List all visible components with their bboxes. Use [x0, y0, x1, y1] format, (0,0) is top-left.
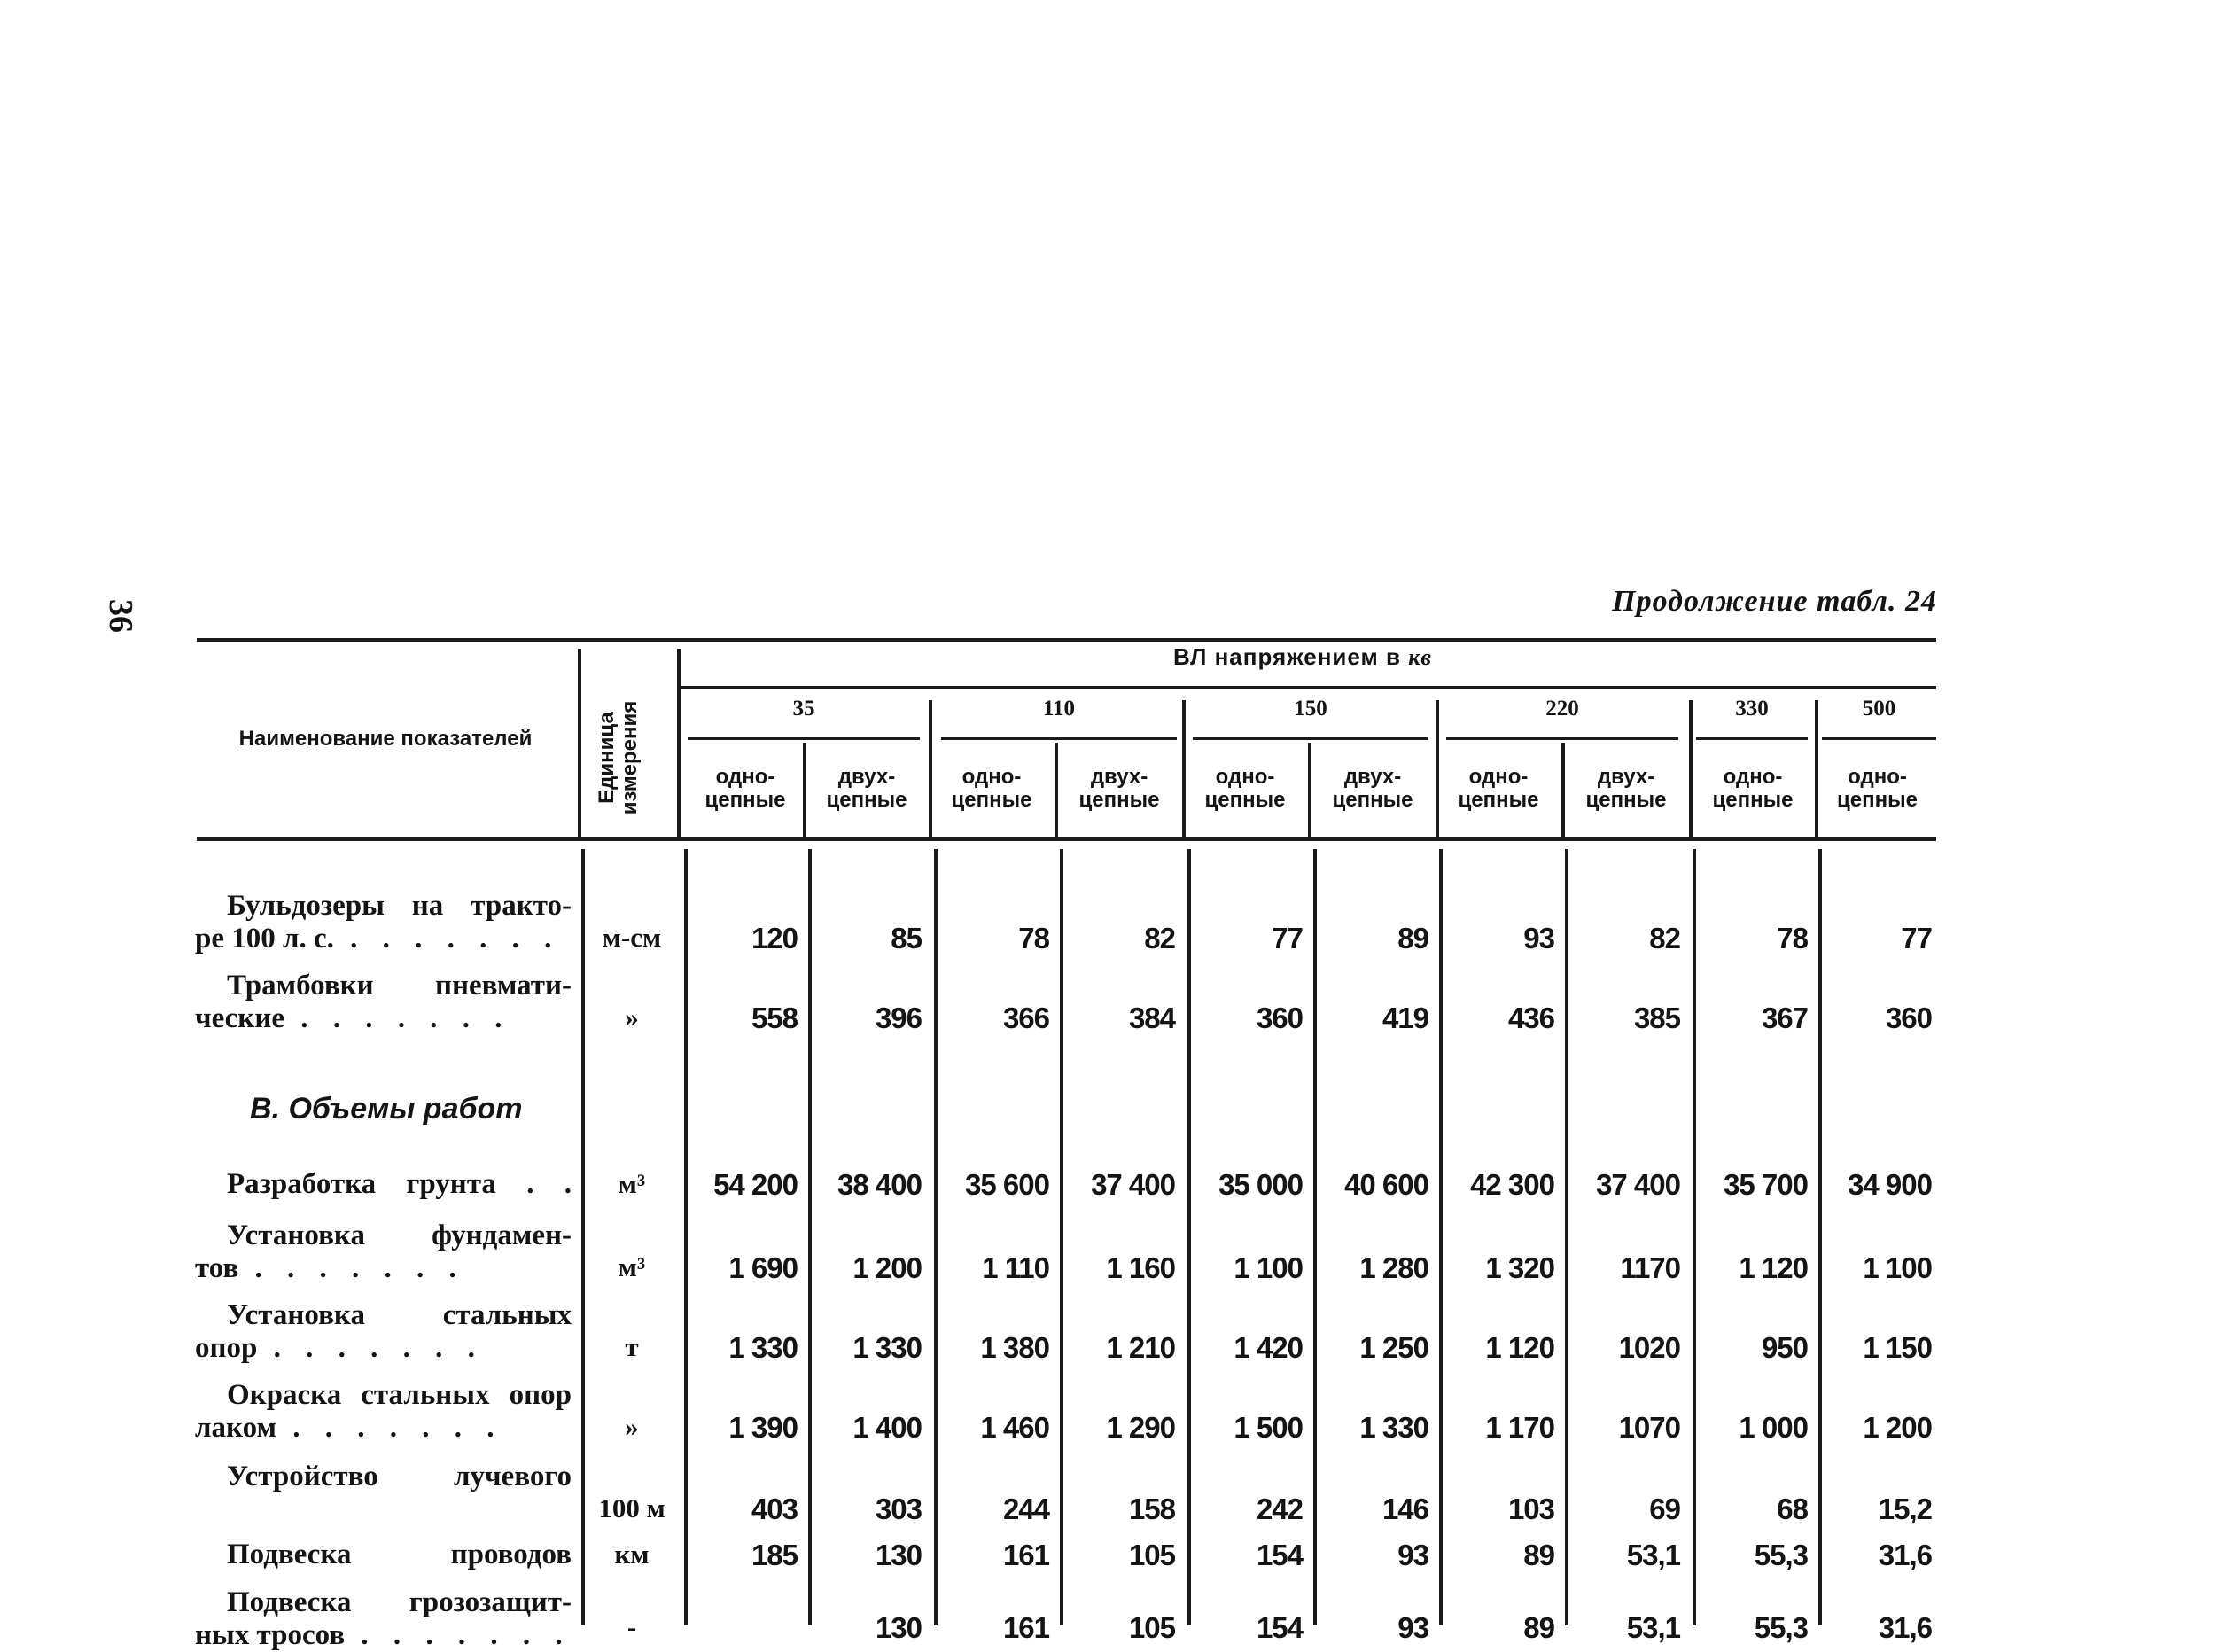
- table-cell-value: 419: [1382, 1001, 1428, 1034]
- header-vline: [677, 649, 681, 837]
- row-unit: -: [627, 1611, 637, 1642]
- row-label-line1: Установка стальных: [227, 1299, 572, 1331]
- row-label-line1: Устройство лучевого: [227, 1461, 572, 1492]
- table-cell-value: 396: [875, 1001, 922, 1034]
- table-cell-value: 105: [1128, 1611, 1175, 1644]
- row-label-line1: Трамбовки пневмати-: [227, 970, 572, 1001]
- table-cell-value: 15,2: [1878, 1492, 1932, 1525]
- table-cell-value: 1 330: [1359, 1411, 1428, 1444]
- table-cell-value: 130: [875, 1539, 922, 1571]
- table-cell-value: 1070: [1618, 1411, 1680, 1444]
- table-cell-value: 1 110: [982, 1251, 1049, 1284]
- circuit-header-double: двух- цепные: [1585, 765, 1667, 812]
- table-cell-value: 1 100: [1234, 1251, 1303, 1284]
- header-bottom-rule: [197, 837, 1936, 841]
- table-cell-value: 158: [1128, 1492, 1175, 1525]
- table-top-rule: [197, 638, 1936, 642]
- circuit-header-single: одно- цепные: [704, 765, 786, 812]
- row-label: [195, 1220, 572, 1285]
- table-cell-value: 1 250: [1359, 1331, 1428, 1364]
- table-cell-value: 82: [1144, 922, 1175, 955]
- table-cell-value: 31,6: [1878, 1539, 1932, 1571]
- row-label-line1: Подвеска грозозащит-: [227, 1586, 572, 1618]
- table-cell-value: 38 400: [837, 1168, 922, 1201]
- table-cell-value: 146: [1382, 1492, 1428, 1525]
- table-cell-value: 93: [1397, 1539, 1428, 1571]
- row-label: [195, 1379, 572, 1445]
- column-header-vl: [673, 643, 1932, 671]
- table-cell-value: 77: [1272, 922, 1303, 955]
- table-cell-value: 1 420: [1234, 1331, 1303, 1364]
- row-label: [195, 1539, 572, 1571]
- table-cell-value: 55,3: [1754, 1539, 1808, 1571]
- table-cell-value: 1 100: [1863, 1251, 1932, 1284]
- row-label-line1: Окраска стальных опор: [227, 1379, 572, 1411]
- table-cell-value: 154: [1256, 1611, 1303, 1644]
- row-label-line1: Подвеска проводов: [227, 1539, 572, 1570]
- table-cell-value: 85: [891, 922, 922, 955]
- table-cell-value: 1 160: [1106, 1251, 1175, 1284]
- voltage-110: 110: [1042, 697, 1076, 721]
- row-label-line1: Установка фундамен-: [227, 1220, 572, 1251]
- row-label-line2: [195, 1252, 572, 1285]
- voltage-rule-220: [1446, 737, 1678, 740]
- voltage-rule-330: [1696, 737, 1808, 740]
- table-cell-value: 1 320: [1485, 1251, 1554, 1284]
- row-unit: м³: [618, 1168, 646, 1199]
- table-cell-value: 403: [751, 1492, 798, 1525]
- voltage-150: 150: [1294, 697, 1327, 721]
- row-unit: км: [614, 1539, 650, 1570]
- table-cell-value: 185: [751, 1539, 798, 1571]
- table-cell-value: 120: [751, 922, 798, 955]
- table-cell-value: 53,1: [1626, 1611, 1680, 1644]
- circuit-header-single: одно- цепные: [951, 765, 1032, 812]
- row-label-line1: Бульдозеры на тракто-: [227, 890, 572, 922]
- table-cell-value: 384: [1128, 1001, 1175, 1034]
- circuit-header-single: одно- цепные: [1204, 765, 1286, 812]
- table-cell-value: 55,3: [1754, 1611, 1808, 1644]
- leader-dots: . . . . . . .: [333, 923, 561, 955]
- row-label: [195, 890, 572, 955]
- table-continuation-caption: Продолжение табл. 24: [1612, 585, 1937, 618]
- row-label-line2-text: ных тросов: [195, 1619, 346, 1651]
- table-cell-value: 1 150: [1863, 1331, 1932, 1364]
- table-cell-value: 385: [1633, 1001, 1680, 1034]
- row-label: [195, 1168, 572, 1201]
- voltage-rule-110: [941, 737, 1177, 740]
- table-cell-value: 1 210: [1106, 1331, 1175, 1364]
- table-cell-value: 1170: [1620, 1251, 1680, 1284]
- table-cell-value: 1 200: [1863, 1411, 1932, 1444]
- table-cell-value: 53,1: [1626, 1539, 1680, 1571]
- row-label-line2-text: ре 100 л. с.: [195, 923, 334, 955]
- column-header-name: Наименование показателей: [238, 727, 533, 751]
- row-label-line2: [195, 1619, 572, 1652]
- header-vline: [578, 649, 581, 837]
- table-cell-value: 360: [1885, 1001, 1932, 1034]
- table-cell-value: 130: [875, 1611, 922, 1644]
- circuit-header-single: одно- цепные: [1458, 765, 1539, 812]
- circuit-header-single: одно- цепные: [1712, 765, 1794, 812]
- vl-title: ВЛ напряжением в: [1172, 643, 1401, 670]
- circuit-header-single: одно- цепные: [1837, 765, 1918, 812]
- table-cell-value: 1 120: [1739, 1251, 1808, 1284]
- table-cell-value: 303: [875, 1492, 922, 1525]
- table-cell-value: 42 300: [1470, 1168, 1554, 1201]
- table-cell-value: 35 000: [1218, 1168, 1303, 1201]
- table-cell-value: 244: [1002, 1492, 1049, 1525]
- voltage-220: 220: [1545, 697, 1579, 721]
- row-unit: т: [625, 1331, 639, 1362]
- table-cell-value: 35 700: [1724, 1168, 1808, 1201]
- table-cell-value: 242: [1256, 1492, 1303, 1525]
- voltage-rule-35: [688, 737, 920, 740]
- table-cell-value: 1 000: [1739, 1411, 1808, 1444]
- row-label-line2-text: ческие: [195, 1002, 284, 1034]
- row-label: [195, 1586, 572, 1652]
- table-cell-value: 154: [1256, 1539, 1303, 1571]
- table-cell-value: 69: [1649, 1492, 1680, 1525]
- table-cell-value: 1 170: [1485, 1411, 1554, 1444]
- row-unit: м-см: [602, 922, 662, 953]
- table-cell-value: 1 290: [1106, 1411, 1175, 1444]
- table-cell-value: 40 600: [1344, 1168, 1428, 1201]
- table-cell-value: 366: [1002, 1001, 1049, 1034]
- table-cell-value: 1 690: [728, 1251, 798, 1284]
- leader-dots: . . . . . . .: [345, 1619, 572, 1651]
- row-unit: »: [625, 1001, 639, 1032]
- table-cell-value: 558: [751, 1001, 798, 1034]
- row-label-line2: [195, 1332, 572, 1365]
- table-cell-value: 68: [1777, 1492, 1808, 1525]
- voltage-500: 500: [1862, 697, 1896, 721]
- table-cell-value: 1 330: [852, 1331, 922, 1364]
- leader-dots: . . . . . . .: [238, 1252, 465, 1284]
- table-cell-value: 161: [1002, 1539, 1049, 1571]
- table-cell-value: 1020: [1618, 1331, 1680, 1364]
- table-cell-value: 1 280: [1359, 1251, 1428, 1284]
- table-cell-value: 93: [1523, 922, 1554, 955]
- row-label-line2: [195, 923, 572, 955]
- table-cell-value: 1 330: [728, 1331, 798, 1364]
- table-cell-value: 161: [1002, 1611, 1049, 1644]
- table-cell-value: 78: [1777, 922, 1808, 955]
- table-cell-value: 77: [1901, 922, 1932, 955]
- circuit-header-double: двух- цепные: [1332, 765, 1413, 812]
- table-cell-value: 1 390: [728, 1411, 798, 1444]
- row-unit: »: [625, 1411, 639, 1442]
- table-cell-value: 367: [1761, 1001, 1808, 1034]
- table-cell-value: 89: [1397, 922, 1428, 955]
- table-cell-value: 360: [1256, 1001, 1303, 1034]
- table-cell-value: 105: [1128, 1539, 1175, 1571]
- circuit-header-double: двух- цепные: [1078, 765, 1160, 812]
- row-label: [195, 970, 572, 1035]
- row-unit: м³: [618, 1251, 646, 1282]
- voltage-330: 330: [1735, 697, 1769, 721]
- leader-dots: . . . . . . .: [257, 1332, 484, 1364]
- column-header-unit: Единица измерения: [595, 700, 642, 815]
- row-label: [195, 1461, 572, 1493]
- table-cell-value: 78: [1018, 922, 1049, 955]
- table-cell-value: 89: [1523, 1611, 1554, 1644]
- table-cell-value: 93: [1397, 1611, 1428, 1644]
- leader-dots: . . . . . . .: [284, 1002, 511, 1034]
- table-cell-value: 31,6: [1878, 1611, 1932, 1644]
- table-cell-value: 1 460: [980, 1411, 1049, 1444]
- voltage-35: 35: [792, 697, 815, 721]
- table-cell-value: 54 200: [713, 1168, 798, 1201]
- voltage-rule-500: [1822, 737, 1936, 740]
- table-cell-value: 1 200: [852, 1251, 922, 1284]
- section-b-title: В. Объемы работ: [250, 1092, 523, 1126]
- leader-dots: . . . . . . .: [276, 1412, 503, 1444]
- table-cell-value: 82: [1649, 922, 1680, 955]
- table-cell-value: 34 900: [1848, 1168, 1932, 1201]
- row-label-line1: Разработка грунта . .: [227, 1168, 572, 1200]
- row-label: [195, 1299, 572, 1365]
- table-cell-value: 1 500: [1234, 1411, 1303, 1444]
- row-unit: 100 м: [598, 1492, 665, 1523]
- table-cell-value: 37 400: [1596, 1168, 1680, 1201]
- table-cell-value: 35 600: [965, 1168, 1049, 1201]
- table-cell-value: 37 400: [1091, 1168, 1175, 1201]
- table-cell-value: 1 120: [1485, 1331, 1554, 1364]
- vl-unit: кв: [1408, 644, 1432, 670]
- circuit-header-double: двух- цепные: [826, 765, 907, 812]
- row-label-line2-text: лаком: [195, 1412, 276, 1444]
- table-cell-value: 1 400: [852, 1411, 922, 1444]
- row-label-line2: [195, 1412, 572, 1445]
- row-label-line2-text: опор: [195, 1332, 258, 1364]
- table-cell-value: 436: [1507, 1001, 1554, 1034]
- row-label-line2: [195, 1002, 572, 1035]
- table-cell-value: 89: [1523, 1539, 1554, 1571]
- row-label-line2-text: тов: [195, 1252, 239, 1284]
- table-cell-value: 103: [1507, 1492, 1554, 1525]
- table-cell-value: 1 380: [980, 1331, 1049, 1364]
- vl-header-rule: [679, 686, 1936, 689]
- table-cell-value: 950: [1761, 1331, 1808, 1364]
- voltage-rule-150: [1193, 737, 1428, 740]
- page-number: 36: [102, 599, 139, 633]
